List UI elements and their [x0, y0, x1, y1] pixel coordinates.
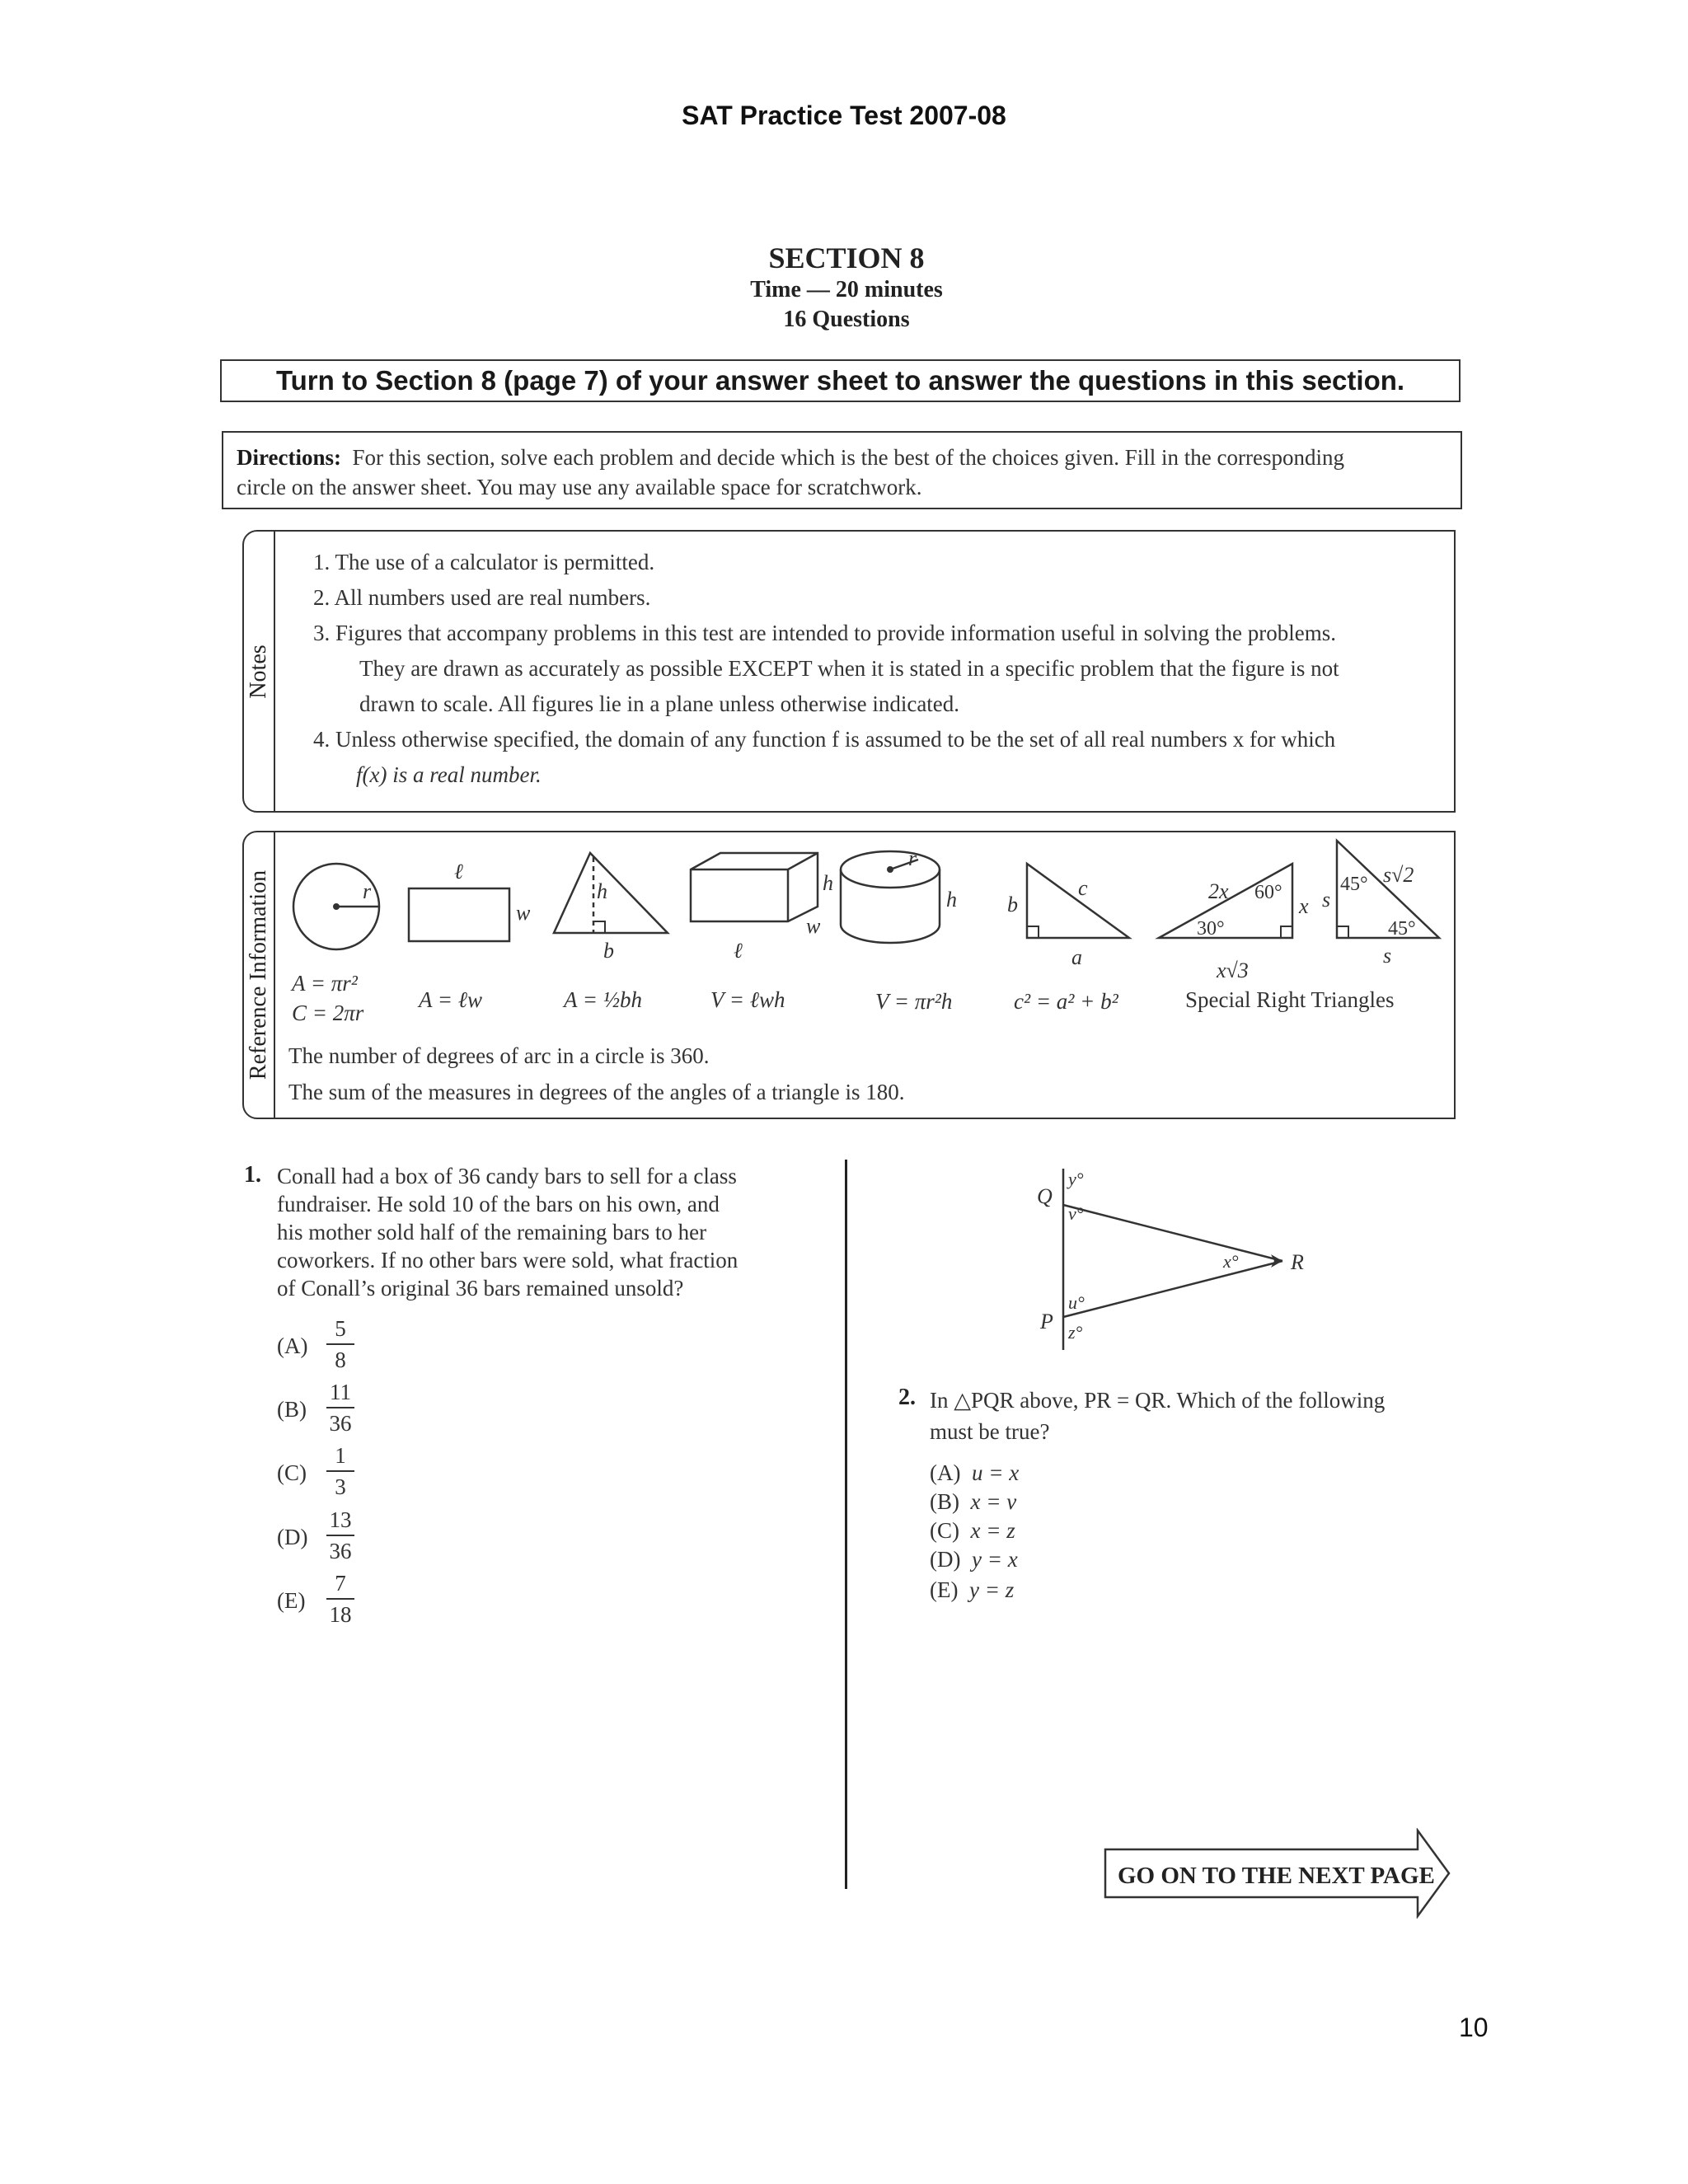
reference-box — [242, 831, 1456, 1119]
question-1-line: coworkers. If no other bars were sold, what fraction — [277, 1248, 738, 1272]
choice-expression: u = x — [971, 1460, 1020, 1485]
formula-box-volume: V = ℓwh — [710, 987, 785, 1012]
label-l: ℓ — [454, 860, 463, 883]
note-3-cont-1: They are drawn as accurately as possible EXCEPT when it is stated in a specific problem that the figure is not — [359, 656, 1339, 681]
choice-label: (A) — [930, 1460, 961, 1485]
fraction — [321, 1570, 359, 1628]
label-s-root2: s√2 — [1383, 863, 1414, 887]
question-1-line: Conall had a box of 36 candy bars to sell for a class — [277, 1164, 737, 1188]
question-1-text — [277, 1162, 738, 1302]
choice-label: (C) — [277, 1460, 307, 1485]
choice-expression: y = x — [971, 1547, 1018, 1572]
formula-cylinder-volume: V = πr²h — [875, 989, 953, 1014]
section-question-count: 16 Questions — [783, 307, 910, 332]
numerator: 7 — [335, 1571, 346, 1596]
choice-label: (B) — [277, 1397, 307, 1422]
numerator: 5 — [335, 1316, 346, 1341]
label-45deg-bottom: 45° — [1388, 918, 1416, 940]
triangle-pqr-figure — [1022, 1154, 1335, 1368]
page-number: 10 — [1459, 2013, 1489, 2042]
label-box-l: ℓ — [734, 939, 743, 963]
next-page-label: GO ON TO THE NEXT PAGE — [1118, 1863, 1435, 1889]
fraction — [321, 1379, 359, 1436]
choice-label: (D) — [930, 1547, 961, 1572]
label-box-h: h — [823, 871, 833, 895]
label-box-w: w — [806, 914, 821, 938]
choice-expression: x = z — [970, 1518, 1015, 1543]
section-time: Time — 20 minutes — [750, 277, 943, 302]
denominator: 18 — [329, 1602, 352, 1627]
directions-label: Directions: — [237, 445, 341, 470]
label-h: h — [597, 879, 607, 903]
angle-z: z° — [1068, 1322, 1083, 1343]
question-1-line: fundraiser. He sold 10 of the bars on his own, and — [277, 1192, 720, 1216]
label-b: b — [603, 939, 614, 963]
vertex-r: R — [1291, 1250, 1304, 1274]
angle-x: x° — [1223, 1251, 1239, 1272]
choice-label: (A) — [277, 1333, 308, 1358]
reference-fact-triangle: The sum of the measures in degrees of the angles of a triangle is 180. — [288, 1080, 905, 1104]
notes-tab-label: Notes — [246, 644, 271, 699]
section-title: SECTION 8 — [768, 241, 925, 274]
page-header: SAT Practice Test 2007-08 — [682, 101, 1006, 130]
label-60deg: 60° — [1254, 882, 1282, 903]
label-r: r — [363, 879, 372, 903]
choice-label: (C) — [930, 1518, 959, 1543]
question-1-number: 1. — [244, 1162, 261, 1188]
label-tri-b: b — [1007, 893, 1018, 916]
question-2-line-2: must be true? — [930, 1419, 1050, 1444]
directions-line-1: For this section, solve each problem and decide which is the best of the choices given. Fill in the corresponding — [352, 445, 1344, 470]
note-3-cont-2: drawn to scale. All figures lie in a plane unless otherwise indicated. — [359, 691, 960, 716]
angle-y: y° — [1068, 1169, 1084, 1189]
note-4: 4. Unless otherwise specified, the domain of any function f is assumed to be the set of all real numbers x for which — [313, 727, 1336, 752]
question-2-choice-c[interactable] — [930, 1518, 1015, 1544]
formula-circle-area: A = πr² — [292, 971, 358, 996]
choice-expression: y = z — [968, 1577, 1015, 1602]
formula-pythagorean: c² = a² + b² — [1014, 989, 1118, 1014]
reference-fact-arc: The number of degrees of arc in a circle is 360. — [288, 1043, 710, 1068]
choice-label: (E) — [277, 1588, 306, 1613]
label-45deg-top: 45° — [1340, 874, 1368, 895]
note-2: 2. All numbers used are real numbers. — [313, 585, 651, 610]
choice-label: (B) — [930, 1489, 959, 1514]
fraction — [321, 1315, 359, 1373]
label-x: x — [1299, 894, 1309, 918]
notes-box — [242, 530, 1456, 813]
angle-u: u° — [1068, 1292, 1085, 1313]
label-cyl-h: h — [946, 888, 957, 912]
denominator: 36 — [329, 1411, 352, 1436]
formula-triangle-area: A = ½bh — [564, 987, 642, 1012]
question-1-line: of Conall’s original 36 bars remained unsold? — [277, 1276, 684, 1301]
numerator: 13 — [329, 1507, 352, 1532]
note-3: 3. Figures that accompany problems in this test are intended to provide information useful in solving the problems. — [313, 621, 1337, 645]
special-right-triangles-label: Special Right Triangles — [1185, 987, 1395, 1012]
angle-v: v° — [1068, 1203, 1084, 1224]
question-1-line: his mother sold half of the remaining bars to her — [277, 1220, 707, 1244]
notes-tab — [244, 532, 275, 811]
reference-tab-label: Reference Information — [246, 869, 271, 1080]
fraction — [321, 1507, 359, 1564]
question-2-choice-a[interactable] — [930, 1460, 1019, 1486]
numerator: 11 — [330, 1380, 351, 1404]
denominator: 8 — [335, 1347, 346, 1372]
fraction — [321, 1442, 359, 1500]
label-x-root3: x√3 — [1217, 958, 1249, 982]
label-w: w — [516, 901, 531, 925]
question-2-line-1: In △PQR above, PR = QR. Which of the following — [930, 1388, 1386, 1413]
reference-figures — [244, 832, 1454, 1118]
triangle-figure — [554, 853, 668, 933]
question-2-number: 2. — [898, 1385, 916, 1410]
label-30deg: 30° — [1197, 918, 1225, 940]
next-page-button[interactable] — [1103, 1828, 1454, 1919]
question-2-choice-b[interactable] — [930, 1489, 1016, 1515]
vertex-q: Q — [1037, 1184, 1053, 1208]
denominator: 36 — [329, 1539, 352, 1563]
question-2-text — [930, 1385, 1385, 1447]
question-2-choice-e[interactable] — [930, 1577, 1014, 1603]
question-2-choice-d[interactable] — [930, 1547, 1018, 1572]
formula-circumference: C = 2πr — [292, 1001, 364, 1025]
label-tri-a: a — [1071, 945, 1082, 969]
note-4-cont: f(x) is a real number. — [356, 762, 542, 787]
rectangle-figure — [409, 888, 509, 941]
label-cyl-r: r — [908, 846, 917, 870]
label-s-left: s — [1322, 888, 1331, 912]
column-divider — [845, 1160, 847, 1889]
denominator: 3 — [335, 1474, 346, 1499]
label-s-bottom: s — [1383, 944, 1392, 968]
vertex-p: P — [1040, 1310, 1053, 1333]
directions-box — [222, 431, 1462, 509]
choice-expression: x = v — [970, 1489, 1017, 1514]
numerator: 1 — [335, 1443, 346, 1468]
formula-rectangle-area: A = ℓw — [419, 987, 482, 1012]
label-tri-c: c — [1078, 876, 1088, 900]
choice-label: (D) — [277, 1525, 308, 1549]
label-2x: 2x — [1208, 879, 1229, 903]
right-triangle-figure — [1027, 864, 1129, 938]
answer-sheet-instruction: Turn to Section 8 (page 7) of your answer sheet to answer the questions in this section. — [220, 359, 1461, 402]
directions-line-2: circle on the answer sheet. You may use any available space for scratchwork. — [237, 475, 922, 499]
note-1: 1. The use of a calculator is permitted. — [313, 550, 655, 574]
choice-label: (E) — [930, 1577, 959, 1602]
